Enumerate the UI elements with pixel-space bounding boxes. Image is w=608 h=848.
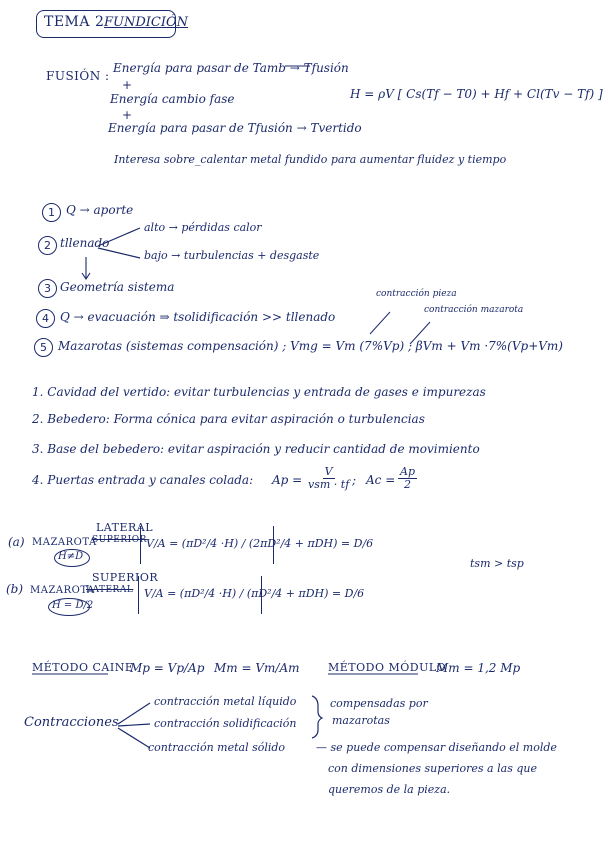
metodo-caine-mm: Mm = Vm/Am — [214, 661, 300, 675]
mazarota-b-type: SUPERIOR — [92, 571, 159, 584]
title-tema: TEMA 2 — [44, 14, 105, 30]
contraccion-item-2: contracción solidificación — [154, 717, 297, 730]
contraccion-item-3: contracción metal sólido — [148, 741, 286, 754]
rule-4: 4. Puertas entrada y canales colada: — [32, 473, 254, 487]
mazarota-a-type: LATERAL — [96, 521, 154, 534]
fusion-line-3: Energía para pasar de Tfusión → Tvertido — [108, 121, 362, 135]
fusion-note: Interesa sobre_calentar metal fundido para aumentar fluidez y tiempo — [114, 153, 507, 166]
mazarota-b-formula: V/A = (πD²/4 ·H) / (πD²/4 + πDH) = D/6 — [144, 587, 365, 600]
formula-ac-numerator: Ap — [400, 465, 415, 478]
mazarota-a-label: (a) — [8, 535, 25, 549]
rule-1: 1. Cavidad del vertido: evitar turbulencias y entrada de gases e impurezas — [32, 385, 486, 399]
formula-separator: ; — [352, 473, 357, 487]
metodo-modulo-label: MÉTODO MÓDULO — [328, 661, 447, 674]
formula-ac-denominator: 2 — [404, 477, 411, 491]
title-subject: FUNDICIÓN — [104, 15, 189, 30]
annotation-contraccion-mazarota: contracción mazarota — [424, 305, 524, 315]
fusion-label: FUSIÓN : — [46, 69, 110, 83]
metodo-caine-label: MÉTODO CAINE — [32, 661, 134, 674]
mazarota-side-note: tsm > tsp — [470, 557, 524, 570]
metodo-modulo-formula: Mm = 1,2 Mp — [436, 661, 521, 675]
mazarota-a-formula: V/A = (πD²/4 ·H) / (2πD²/4 + πDH) = D/6 — [146, 537, 374, 550]
formula-ac-fraction — [398, 466, 417, 490]
factor-2-text: tllenado — [60, 236, 110, 250]
factor-1-number: 1 — [42, 203, 61, 222]
mazarota-b-label: (b) — [6, 582, 24, 596]
mazarota-b-struck: LATERAL — [86, 585, 134, 595]
mazarota-b-condition: H = D/2 — [52, 600, 94, 611]
metodo-caine-mp: Mp = Vp/Ap — [130, 661, 205, 675]
mazarota-a-name: MAZAROTA — [32, 537, 97, 548]
fusion-plus-2: + — [122, 108, 133, 122]
solid-note-3: queremos de la pieza. — [328, 783, 451, 796]
fusion-line-2: Energía cambio fase — [110, 92, 235, 106]
factor-3-number: 3 — [38, 279, 57, 298]
factor-2-branch-low: bajo → turbulencias + desgaste — [144, 249, 320, 262]
fusion-formula: H = ρV [ Cs(Tf − T0) + Hf + Cl(Tv − Tf) ] — [350, 87, 603, 101]
factor-4-text: Q → evacuación ⇒ tsolidificación >> tllenado — [60, 310, 336, 324]
factor-2-number: 2 — [38, 236, 57, 255]
factor-3-text: Geometría sistema — [60, 280, 175, 294]
factor-4-number: 4 — [36, 309, 55, 328]
fusion-plus-1: + — [122, 78, 133, 92]
rule-3: 3. Base del bebedero: evitar aspiración y reducir cantidad de movimiento — [32, 442, 480, 456]
solid-note-1: — se puede compensar diseñando el molde — [316, 741, 557, 754]
formula-ap-fraction — [306, 466, 351, 490]
solid-note-2: con dimensiones superiores a las que — [328, 762, 537, 775]
mazarota-a-struck: SUPERIOR — [92, 535, 147, 545]
formula-ac-label: Ac = — [366, 473, 396, 487]
mazarota-b-name: MAZAROTA — [30, 585, 95, 596]
brace-note-2: mazarotas — [332, 714, 390, 727]
contracciones-label: Contracciones — [24, 715, 119, 730]
factor-5-text: Mazarotas (sistemas compensación) ; Vmg = Vm (7%Vp) ; βVm + Vm ·7%(Vp+Vm) — [58, 339, 563, 353]
mazarota-a-condition: H≠D — [58, 551, 84, 562]
fusion-line-1: Energía para pasar de Tamb → Tfusión — [113, 61, 349, 75]
factor-1-text: Q → aporte — [66, 203, 134, 217]
formula-ap-numerator: V — [324, 465, 333, 478]
formula-ap-denominator: vsm · tf — [308, 477, 350, 491]
factor-2-branch-high: alto → pérdidas calor — [144, 221, 262, 234]
rule-2: 2. Bebedero: Forma cónica para evitar aspiración o turbulencias — [32, 412, 425, 426]
annotation-contraccion-pieza: contracción pieza — [376, 289, 457, 299]
brace-note-1: compensadas por — [330, 697, 428, 710]
formula-ap-label: Ap = — [272, 473, 303, 487]
factor-5-number: 5 — [34, 338, 53, 357]
contraccion-item-1: contracción metal líquido — [154, 695, 297, 708]
